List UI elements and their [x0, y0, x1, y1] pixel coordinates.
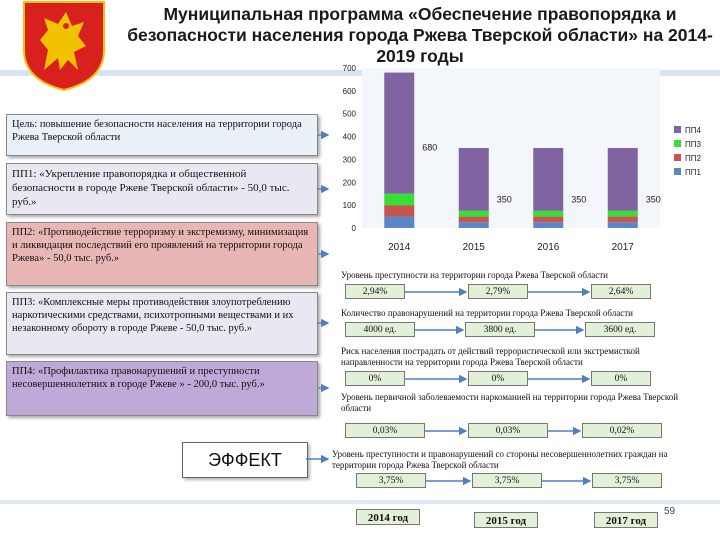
goal-box: Цель: повышение безопасности населения на территории города Ржева Тверской области: [6, 114, 318, 156]
bar-ПП3-2015: [459, 211, 489, 217]
legend-label: ПП4: [685, 126, 701, 135]
x-tick-label: 2014: [388, 242, 411, 253]
indicator-3-value-2017: 0%: [591, 371, 651, 386]
data-label: 680: [422, 142, 438, 153]
indicator-1-value-2017: 2,64%: [591, 284, 651, 299]
indicator-4-title: Уровень первичной заболеваемости наркоманией на территории города Ржева Тверской области: [341, 392, 681, 414]
bar-ПП3-2016: [533, 211, 563, 217]
legend-label: ПП2: [685, 154, 701, 163]
bar-ПП4-2014: [384, 73, 414, 194]
indicator-5-value-2017: 3,75%: [592, 473, 662, 488]
indicator-5-value-2014: 3,75%: [356, 473, 426, 488]
indicator-2-title: Количество правонарушений на территории города Ржева Тверской области: [341, 308, 701, 319]
legend-label: ПП1: [685, 168, 701, 177]
bar-ПП2-2017: [608, 217, 638, 223]
bar-ПП2-2015: [459, 217, 489, 223]
y-tick-label: 200: [342, 178, 356, 188]
bar-ПП3-2017: [608, 211, 638, 217]
y-tick-label: 100: [342, 201, 356, 211]
y-tick-label: 600: [342, 86, 356, 96]
year-2015-box: 2015 год: [474, 512, 538, 528]
indicator-5-value-2015: 3,75%: [472, 473, 542, 488]
y-tick-label: 400: [342, 132, 356, 142]
indicator-4-value-2014: 0,03%: [345, 423, 425, 438]
indicator-5-title: Уровень преступности и правонарушений со стороны несовершеннолетних граждан на территории города Ржева Тверской области: [332, 449, 677, 471]
year-2014-box: 2014 год: [356, 509, 420, 525]
legend-swatch: [674, 126, 681, 133]
page-title: Муниципальная программа «Обеспечение правопорядка и безопасности населения города Ржева Тверской области» на 2014-2019 годы: [127, 4, 713, 66]
effect-label: ЭФФЕКТ: [182, 442, 308, 478]
y-tick-label: 300: [342, 155, 356, 165]
legend-swatch: [674, 154, 681, 161]
x-tick-label: 2016: [537, 242, 560, 253]
y-tick-label: 700: [342, 64, 356, 73]
bar-ПП1-2015: [459, 222, 489, 228]
indicator-2-value-2015: 3800 ед.: [465, 322, 535, 337]
indicator-2-value-2017: 3600 ед.: [585, 322, 655, 337]
data-label: 350: [571, 194, 587, 205]
bar-ПП1-2016: [533, 222, 563, 228]
legend-swatch: [674, 168, 681, 175]
indicator-1-title: Уровень преступности на территории города Ржева Тверской области: [341, 270, 701, 281]
subprogram-2-box: ПП2: «Противодействие терроризму и экстремизму, минимизация и ликвидация последствий его проявлений на территории города Ржева» - 50,0 тыс. руб.»: [6, 222, 318, 286]
subprogram-3-box: ПП3: «Комплексные меры противодействия злоупотреблению наркотическими средствами, психотропными веществами и их незаконному обороту в городе Ржеве - 50,0 тыс. руб.»: [6, 292, 318, 355]
bar-ПП1-2017: [608, 222, 638, 228]
subprogram-4-box: ПП4: «Профилактика правонарушений и преступности несовершеннолетних в городе Ржеве » - 200,0 тыс. руб.»: [6, 361, 318, 416]
indicator-1-value-2015: 2,79%: [468, 284, 528, 299]
y-tick-label: 0: [351, 224, 356, 233]
bar-ПП4-2016: [533, 148, 563, 211]
bar-ПП3-2014: [384, 194, 414, 205]
data-label: 350: [496, 194, 512, 205]
year-2017-box: 2017 год: [594, 512, 658, 528]
indicator-4-value-2015: 0,03%: [468, 423, 548, 438]
legend-swatch: [674, 140, 681, 147]
coat-of-arms-icon: [14, 0, 114, 92]
indicator-2-value-2014: 4000 ед.: [345, 322, 415, 337]
data-label: 350: [645, 194, 661, 205]
indicator-3-value-2014: 0%: [345, 371, 405, 386]
bar-ПП2-2016: [533, 217, 563, 223]
bar-ПП2-2014: [384, 205, 414, 216]
bar-ПП4-2015: [459, 148, 489, 211]
funding-bar-chart: [330, 56, 720, 256]
page-number: 59: [664, 506, 676, 517]
indicator-4-value-2017: 0,02%: [582, 423, 662, 438]
indicator-3-title: Риск населения пострадать от действий террористической или экстремисткой направленности на территории города Ржева Тверской области: [341, 346, 686, 368]
y-tick-label: 500: [342, 109, 356, 119]
bar-ПП4-2017: [608, 148, 638, 211]
x-tick-label: 2015: [462, 242, 485, 253]
subprogram-1-box: ПП1: «Укрепление правопорядка и общественной безопасности в городе Ржеве Тверской области» - 50,0 тыс. руб.»: [6, 163, 318, 215]
legend-label: ПП3: [685, 140, 701, 149]
indicator-1-value-2014: 2,94%: [345, 284, 405, 299]
x-tick-label: 2017: [611, 242, 634, 253]
bar-ПП1-2014: [384, 217, 414, 228]
indicator-3-value-2015: 0%: [468, 371, 528, 386]
